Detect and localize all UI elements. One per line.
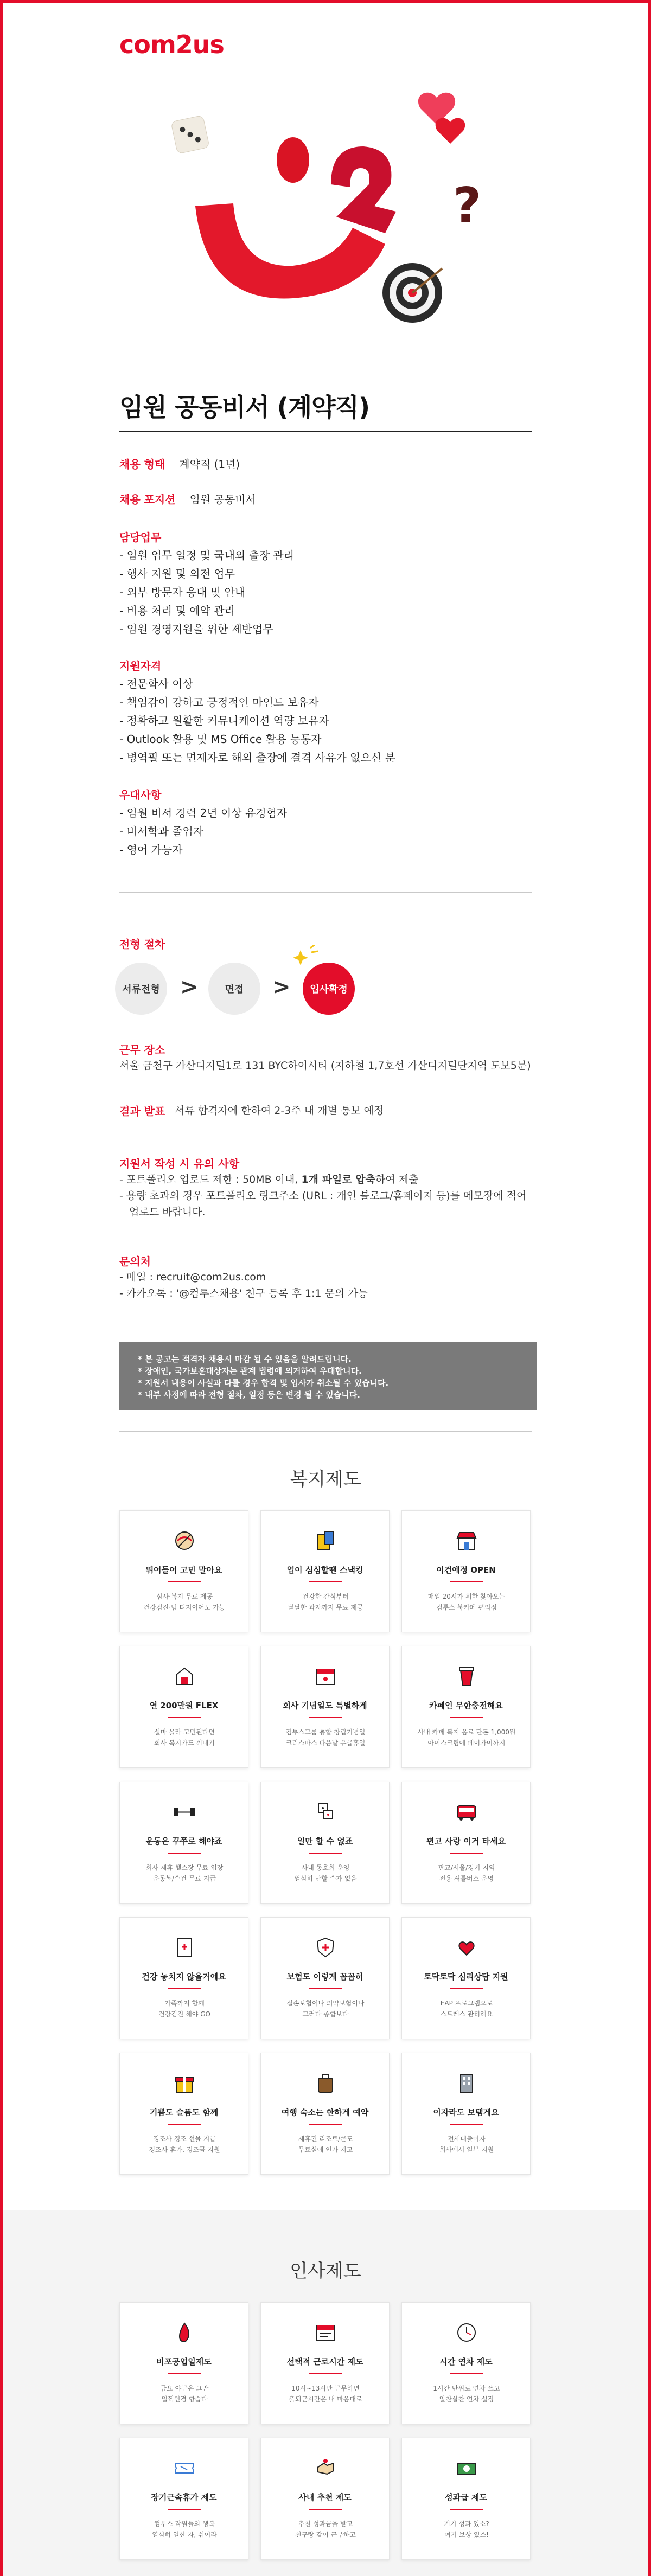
step-document: 서류전형	[115, 963, 167, 1015]
preferred-list	[119, 804, 287, 859]
notes-line-2: - 용량 초과의 경우 포트폴리오 링크주소 (URL : 개인 블로그/홈페이지 등)를 메모장에 적어	[119, 1190, 527, 1202]
notice-item: * 장애인, 국가보훈대상자는 관계 법령에 의거하여 우대합니다.	[138, 1365, 519, 1377]
welfare-card-description: 심사·복지 무료 제공 건강검진·팀 디지이어도 가능	[143, 1593, 226, 1611]
page-title: 임원 공동비서 (계약직)	[119, 393, 370, 422]
hr-card-description: 10시~13시만 근무하면 출퇴근시간은 내 마음대로	[289, 2385, 362, 2403]
hr-card-description: 거기 성과 있소? 여기 보상 있소!	[444, 2520, 489, 2539]
target-icon	[382, 263, 442, 323]
welfare-card	[401, 1510, 531, 1632]
welfare-card-description: 가족까지 함께 건강검진 해야 GO	[158, 2000, 210, 2018]
notice-item: * 지원서 내용이 사실과 다를 경우 합격 및 입사가 취소될 수 있습니다.	[138, 1377, 519, 1389]
step-interview: 면접	[208, 963, 260, 1015]
welfare-card	[401, 2053, 531, 2175]
notes-line-1-bold: 1개 파일로 압축	[301, 1174, 376, 1186]
position-label: 채용 포지션	[119, 493, 176, 506]
hr-card	[401, 2302, 531, 2424]
result-heading: 결과 발표	[119, 1105, 165, 1118]
hr-card-title: 선택적 근로시간 제도	[286, 2357, 363, 2367]
hr-card-title: 시간 연차 제도	[439, 2357, 493, 2367]
welfare-card	[260, 1782, 390, 1904]
welfare-card-underline	[168, 1853, 201, 1854]
welfare-card-description: 경조사 경조 선물 지급 경조사 휴가, 경조금 지원	[149, 2135, 220, 2154]
hr-card	[119, 2302, 248, 2424]
hr-card	[401, 2438, 531, 2560]
welfare-card-underline	[450, 2124, 483, 2125]
game-icon	[312, 1798, 339, 1825]
employment-type-label: 채용 형태	[119, 458, 165, 471]
hr-card-title: 성과급 제도	[445, 2492, 487, 2502]
welfare-card-description: 제휴된 리조트/콘도 무료실에 인가 지고	[298, 2135, 353, 2154]
welfare-card-underline	[309, 1988, 342, 1989]
welfare-card-title: 뛰어들어 고민 말아요	[145, 1565, 222, 1575]
calendar-icon	[312, 1663, 339, 1690]
welfare-card-description: 사내 카페 복지 음료 단돈 1,000원 아이스크림에 페이카이까지	[417, 1728, 516, 1747]
welfare-card-title: 카페인 무한충전해요	[429, 1701, 503, 1710]
welfare-card-description: 사내 동호회 운영 열심히 만할 수가 없음	[294, 1864, 357, 1882]
hr-card	[260, 2438, 390, 2560]
hr-card-underline	[168, 2373, 201, 2374]
list-item: - 책임감이 강하고 긍정적인 마인드 보유자	[119, 693, 395, 712]
notes-line-1	[119, 1171, 418, 1186]
com2us-logo: com2us	[119, 30, 224, 59]
title-underline	[119, 431, 532, 432]
notice-item: * 본 공고는 적격자 채용시 마감 될 수 있음을 알려드립니다.	[138, 1353, 519, 1365]
list-item: - 임원 경영지원을 위한 제반업무	[119, 620, 294, 638]
welfare-card	[260, 2053, 390, 2175]
employment-type-value: 계약직 (1년)	[179, 458, 240, 471]
welfare-card	[119, 1646, 248, 1768]
location-heading: 근무 장소	[119, 1043, 165, 1056]
list-item: - 비서학과 졸업자	[119, 822, 287, 841]
welfare-card-underline	[450, 1853, 483, 1854]
welfare-card-title: 토닥토닥 심리상담 지원	[424, 1972, 508, 1982]
hr-card-title: 비포공업일제도	[156, 2357, 212, 2367]
heart-hands-icon	[453, 1934, 480, 1961]
welfare-card-title: 이건에정 OPEN	[436, 1565, 496, 1575]
list-item: - 행사 지원 및 의전 업무	[119, 565, 294, 583]
insurance-icon	[312, 1934, 339, 1961]
welfare-card-description: 판교/서울/경기 지역 전용 셔틀버스 운영	[438, 1864, 495, 1882]
notes-line-1-post: 하여 제출	[375, 1174, 419, 1186]
money-icon	[453, 2455, 480, 2482]
list-item: - Outlook 활용 및 MS Office 활용 능통자	[119, 730, 395, 748]
welfare-card-underline	[309, 1853, 342, 1854]
welfare-card-description: 실손보험이나 의약보험이나 그러다 종합보다	[286, 2000, 365, 2018]
fire-icon	[171, 2319, 198, 2346]
welfare-card	[119, 1510, 248, 1632]
dumbbell-icon	[171, 1798, 198, 1825]
welfare-card	[119, 1782, 248, 1904]
welfare-card-title: 업이 심심할땐 스낵킹	[286, 1565, 363, 1575]
welfare-card	[401, 1782, 531, 1904]
welfare-card-title: 연 200만원 FLEX	[149, 1701, 219, 1710]
coffee-icon	[453, 1663, 480, 1690]
list-item: - 영어 가능자	[119, 841, 287, 859]
employment-type-row	[119, 456, 240, 471]
hero-illustration	[157, 81, 515, 331]
welfare-card-description: 전세대출이자 회사에서 일부 지원	[439, 2135, 494, 2154]
qualifications-list	[119, 675, 395, 767]
hr-card-description: 컴투스 작원들의 행복 열심히 일한 자, 쉬어라	[152, 2520, 217, 2539]
welfare-card-title: 보험도 이렇게 꼼꼼히	[286, 1972, 363, 1982]
question-mark-icon: ?	[453, 177, 482, 234]
welfare-card-title: 회사 기념일도 특별하게	[283, 1701, 367, 1710]
welfare-card-underline	[168, 2124, 201, 2125]
hr-card-underline	[309, 2373, 342, 2374]
heart-icon	[418, 93, 455, 125]
store-icon	[453, 1527, 480, 1554]
welfare-card-title: 기쁨도 슬픔도 함께	[149, 2107, 219, 2117]
notice-item: * 내부 사정에 따라 전형 절차, 일정 등은 변경 될 수 있습니다.	[138, 1389, 519, 1401]
welfare-card	[401, 1917, 531, 2039]
welfare-title: 복지제도	[290, 1469, 361, 1490]
building-icon	[453, 2069, 480, 2097]
hr-title: 인사제도	[290, 2260, 361, 2282]
hr-card-underline	[450, 2509, 483, 2510]
welfare-card-description: 설마 몰라 고민된다면 회사 복지카드 꺼내기	[154, 1728, 215, 1747]
health-check-icon	[171, 1934, 198, 1961]
welfare-card-underline	[309, 2124, 342, 2125]
list-item: - 임원 비서 경력 2년 이상 유경험자	[119, 804, 287, 822]
welfare-card	[260, 1510, 390, 1632]
step-hired: 입사확정	[303, 963, 355, 1015]
welfare-card-title: 편고 사랑 이거 타세요	[426, 1836, 506, 1846]
result-text: 서류 합격자에 한하여 2-3주 내 개별 통보 예정	[175, 1105, 384, 1117]
step-arrow: >	[272, 975, 291, 999]
welfare-card-underline	[168, 1581, 201, 1582]
heart-icon-small	[436, 118, 465, 144]
hr-card	[260, 2302, 390, 2424]
hr-card-underline	[450, 2373, 483, 2374]
welfare-card-underline	[168, 1988, 201, 1989]
gift-icon	[171, 2069, 198, 2097]
contact-heading: 문의처	[119, 1255, 151, 1268]
luggage-icon	[312, 2069, 339, 2097]
notes-line-1-pre: - 포트폴리오 업로드 제한 : 50MB 이내,	[119, 1174, 302, 1186]
welfare-card-title: 이자라도 보탬게요	[433, 2107, 499, 2117]
welfare-card	[401, 1646, 531, 1768]
clock-icon	[453, 2319, 480, 2346]
hr-card-description: 1시간 단위로 연차 쓰고 알찬살찬 연차 설정	[433, 2385, 500, 2403]
position-row	[119, 491, 256, 507]
hr-card-description: 추천 성과금을 받고 친구랑 같이 근무하고	[295, 2520, 356, 2539]
welfare-card-description: 건강한 간식부터 달달한 과자까지 무료 제공	[288, 1593, 363, 1611]
list-item: - 병역필 또는 면제자로 해외 출장에 결격 사유가 없으신 분	[119, 748, 395, 767]
welfare-card-title: 여행 숙소는 한하게 예약	[281, 2107, 369, 2117]
process-heading: 전형 절차	[119, 938, 165, 951]
sports-icon	[171, 1527, 198, 1554]
welfare-card-underline	[168, 1717, 201, 1718]
welfare-card	[260, 1917, 390, 2039]
welfare-card-description: EAP 프로그램으로 스트레스 관리해요	[440, 2000, 493, 2018]
duties-list	[119, 546, 294, 638]
section-divider	[119, 892, 532, 893]
contact-email[interactable]: - 메일 : recruit@com2us.com	[119, 1271, 266, 1283]
contact-kakao: - 카카오톡 : '@컴투스채용' 친구 등록 후 1:1 문의 가능	[119, 1287, 368, 1299]
notice-box	[119, 1342, 537, 1410]
bus-icon	[453, 1798, 480, 1825]
welfare-card	[119, 1917, 248, 2039]
welfare-card-title: 건강 놓치지 않을거에요	[142, 1972, 226, 1982]
schedule-icon	[312, 2319, 339, 2346]
ticket-icon	[171, 2455, 198, 2482]
notes-line-3: 업로드 바랍니다.	[129, 1206, 206, 1218]
list-item: - 전문학사 이상	[119, 675, 395, 693]
welfare-card-description: 컴투스그룹 통합 창립기념일 크리스마스 다음날 유급휴일	[285, 1728, 366, 1747]
welfare-card-underline	[309, 1717, 342, 1718]
hr-card-description: 금요 야근은 그만 일찍인경 항습다	[160, 2385, 209, 2403]
welfare-card-description: 회사 제휴 헬스장 무료 입장 운동복/수건 무료 지급	[145, 1864, 224, 1882]
flex-card-icon	[171, 1663, 198, 1690]
red-ball	[277, 137, 309, 183]
list-item: - 외부 방문자 응대 및 안내	[119, 583, 294, 601]
notes-heading: 지원서 작성 시 유의 사항	[119, 1157, 240, 1170]
position-value: 임원 공동비서	[189, 493, 256, 506]
list-item: - 임원 업무 일정 및 국내외 출장 관리	[119, 546, 294, 565]
welfare-card	[119, 2053, 248, 2175]
welfare-card-underline	[450, 1717, 483, 1718]
list-item: - 비용 처리 및 예약 관리	[119, 601, 294, 620]
section-divider	[119, 1431, 532, 1432]
snack-icon	[312, 1527, 339, 1554]
hr-card-title: 사내 추천 제도	[298, 2492, 352, 2502]
dice-icon	[171, 116, 209, 154]
welfare-card-description: 매일 20시가 위한 찾아오는 컴투스 북카페 편의점	[427, 1593, 506, 1611]
two-shape	[331, 146, 396, 233]
duties-heading: 담당업무	[119, 531, 162, 544]
hr-card	[119, 2438, 248, 2560]
welfare-card-underline	[450, 1581, 483, 1582]
sparkle-icon	[293, 945, 320, 966]
hr-card-title: 장기근속휴가 제도	[151, 2492, 217, 2502]
welfare-card-title: 일만 할 수 없죠	[297, 1836, 353, 1846]
preferred-heading: 우대사항	[119, 789, 162, 802]
welfare-card-underline	[450, 1988, 483, 1989]
welfare-card-underline	[309, 1581, 342, 1582]
step-arrow: >	[180, 975, 199, 999]
hr-card-underline	[168, 2509, 201, 2510]
hr-card-underline	[309, 2509, 342, 2510]
welfare-card-title: 운동은 꾸쭈로 해야죠	[145, 1836, 222, 1846]
qualifications-heading: 지원자격	[119, 659, 162, 672]
handshake-icon	[312, 2455, 339, 2482]
location-text: 서울 금천구 가산디지털1로 131 BYC하이시티 (지하철 1,7호선 가산디지털단지역 도보5분)	[119, 1060, 531, 1072]
welfare-card	[260, 1646, 390, 1768]
list-item: - 정확하고 원활한 커뮤니케이션 역량 보유자	[119, 712, 395, 730]
